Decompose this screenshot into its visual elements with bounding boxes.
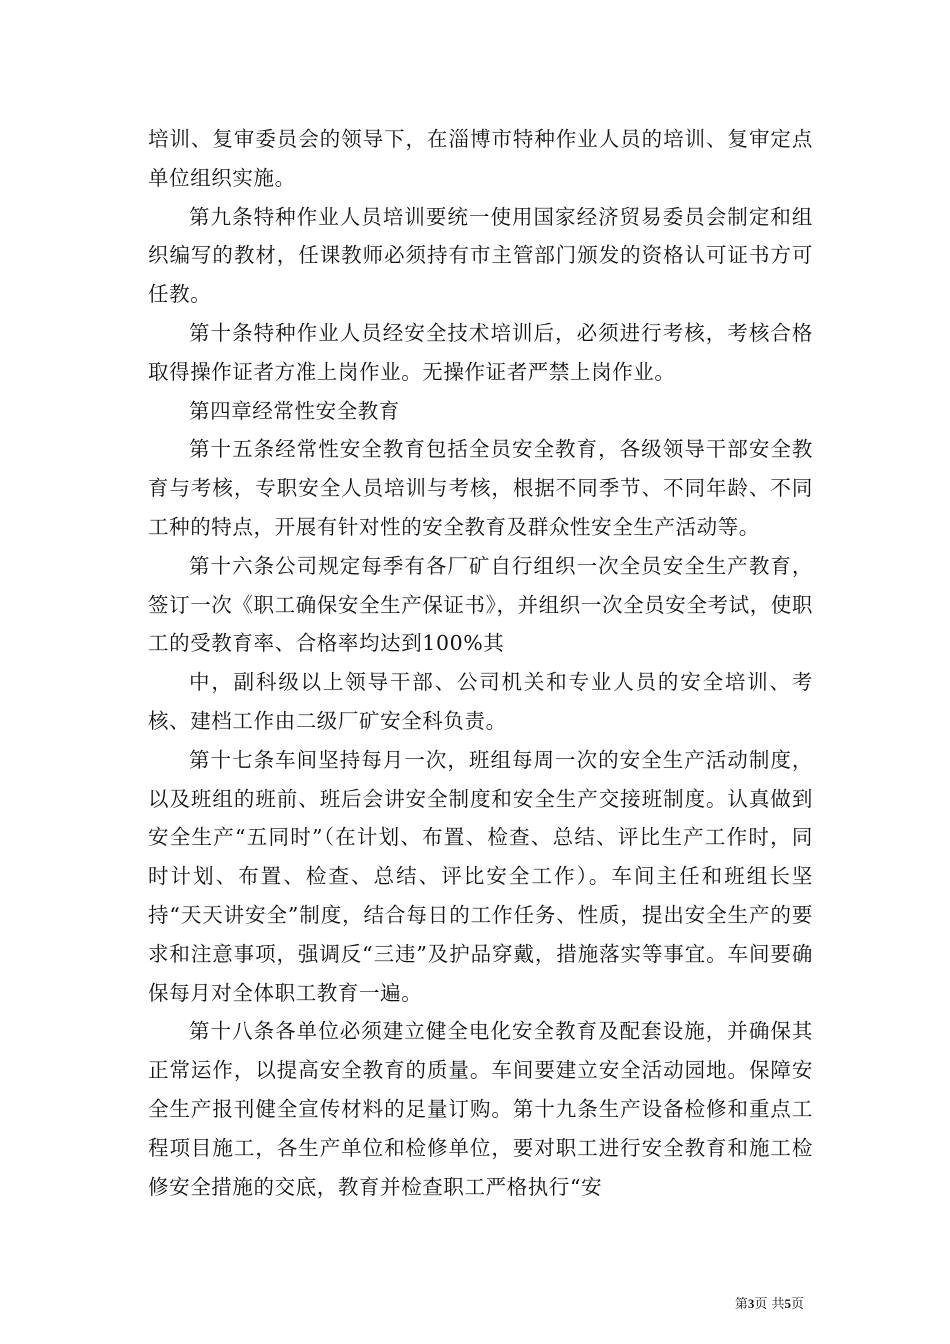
document-body [148, 120, 813, 1206]
paragraph-article-18: 第十八条各单位必须建立健全电化安全教育及配套设施，并确保其正常运作，以提高安全教育的质量。车间要建立安全活动园地。保障安全生产报刊健全宣传材料的足量订购。第十九条生产设备检修和重点工程项目施工，各生产单位和检修单位，要对职工进行安全教育和施工检修安全措施的交底，教育并检查职工严格执行“安 [148, 1019, 813, 1199]
paragraph-continuation: 培训、复审委员会的领导下，在淄博市特种作业人员的培训、复审定点单位组织实施。 [148, 127, 813, 190]
footer-prefix: 第 [734, 1297, 748, 1312]
footer-suffix: 页 [790, 1297, 804, 1312]
paragraph-article-16: 第十六条公司规定每季有各厂矿自行组织一次全员安全生产教育，签订一次《职工确保安全生产保证书》，并组织一次全员安全考试，使职工的受教育率、合格率均达到100%其 [148, 553, 813, 656]
current-page-number: 3 [747, 1296, 755, 1311]
paragraph-article-15: 第十五条经常性安全教育包括全员安全教育，各级领导干部安全教育与考核，专职安全人员培训与考核，根据不同季节、不同年龄、不同工种的特点，开展有针对性的安全教育及群众性安全生产活动等。 [148, 437, 813, 539]
paragraph-article-9: 第九条特种作业人员培训要统一使用国家经济贸易委员会制定和组织编写的教材，任课教师必须持有市主管部门颁发的资格认可证书方可任教。 [148, 204, 813, 307]
paragraph-article-16-continued: 中，副科级以上领导干部、公司机关和专业人员的安全培训、考核、建档工作由二级厂矿安全科负责。 [148, 670, 813, 733]
total-pages-number: 5 [784, 1296, 791, 1311]
chapter-heading: 第四章经常性安全教育 [189, 398, 400, 423]
footer-middle: 页 共 [754, 1297, 785, 1312]
paragraph-article-17: 第十七条车间坚持每月一次，班组每周一次的安全生产活动制度，以及班组的班前、班后会讲安全制度和安全生产交接班制度。认真做到安全生产“五同时”（在计划、布置、检查、总结、评比生产工作时，同时计划、布置、检查、总结、评比安全工作）。车间主任和班组长坚持“天天讲安全”制度，结合每日的工作任务、性质，提出安全生产的要求和注意事项，强调反“三违”及护品穿戴，措施落实等事宜。车间要确保每月对全体职工教育一遍。 [148, 747, 813, 1005]
paragraph-article-10: 第十条特种作业人员经安全技术培训后，必须进行考核，考核合格取得操作证者方准上岗作业。无操作证者严禁上岗作业。 [148, 320, 813, 384]
page-number-footer [735, 1296, 804, 1313]
